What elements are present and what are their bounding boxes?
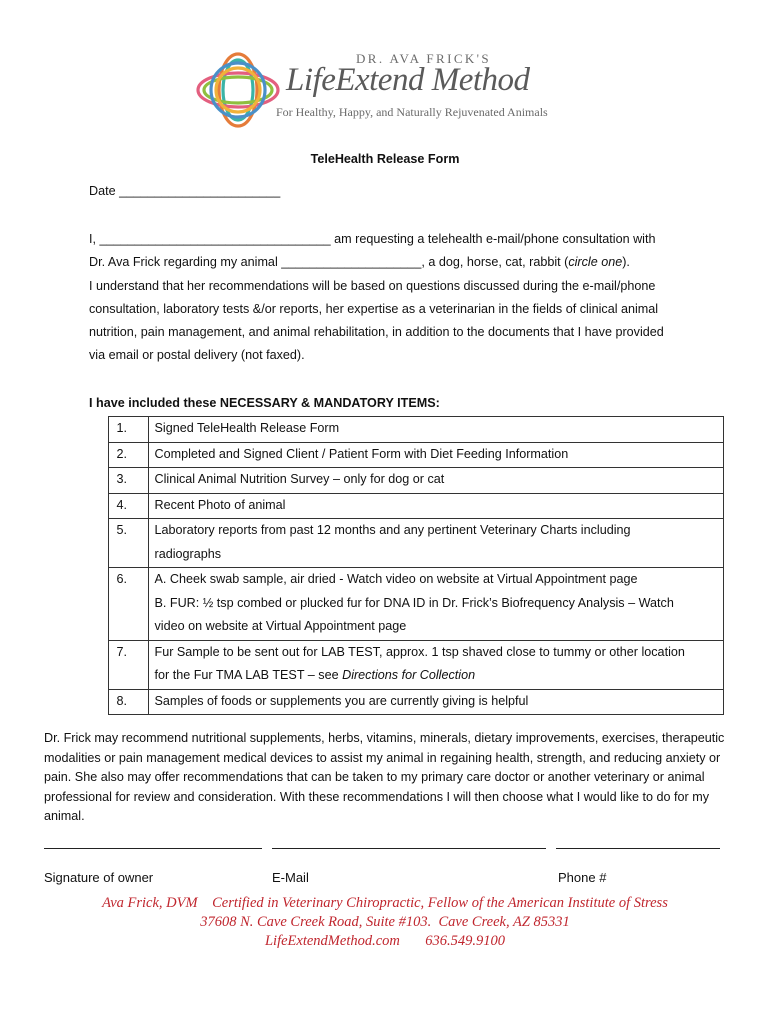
animal-field-end: ). xyxy=(622,255,630,269)
email-label: E-Mail xyxy=(272,870,309,885)
footer-address: 37608 N. Cave Creek Road, Suite #103. Cave Creek, AZ 85331 xyxy=(200,914,570,930)
item-number: 6. xyxy=(108,568,148,641)
table-row xyxy=(68,493,724,519)
item-text: Recent Photo of animal xyxy=(148,493,724,519)
item-text: Completed and Signed Client / Patient Form with Diet Feeding Information xyxy=(148,442,724,468)
item-number: 1. xyxy=(108,417,148,443)
table-row xyxy=(68,689,724,715)
item-number: 2. xyxy=(108,442,148,468)
item-text xyxy=(148,640,724,689)
item-text: Samples of foods or supplements you are currently giving is helpful xyxy=(148,689,724,715)
item-number: 7. xyxy=(108,640,148,689)
table-row xyxy=(68,568,724,641)
phone-line[interactable] xyxy=(556,848,720,849)
table-row xyxy=(68,640,724,689)
directions-link[interactable]: Directions for Collection xyxy=(342,668,476,682)
phone-label: Phone # xyxy=(558,870,607,885)
item-text-line xyxy=(155,664,724,688)
footer-credentials: Ava Frick, DVM Certified in Veterinary Chiropractic, Fellow of the American Institute of Stress xyxy=(102,895,668,911)
item-number: 4. xyxy=(108,493,148,519)
item-number: 3. xyxy=(108,468,148,494)
checkbox-column[interactable] xyxy=(68,417,108,715)
table-row xyxy=(68,519,724,568)
animal-field[interactable] xyxy=(89,255,630,269)
circle-one-note: circle one xyxy=(568,255,623,269)
table-row xyxy=(68,442,724,468)
understand-line-2: consultation, laboratory tests &/or reports, her expertise as a veterinarian in the fields of clinical animal xyxy=(89,302,659,316)
item-number: 8. xyxy=(108,689,148,715)
table-row xyxy=(68,468,724,494)
items-heading: I have included these NECESSARY & MANDATORY ITEMS: xyxy=(89,396,440,410)
understand-line-1: I understand that her recommendations will be based on questions discussed during the e-mail/phone xyxy=(89,279,656,293)
animal-field-text: Dr. Ava Frick regarding my animal ____________________, a dog, horse, cat, rabbit ( xyxy=(89,255,569,269)
owner-name-field[interactable]: I, _________________________________ am requesting a telehealth e-mail/phone consultation with xyxy=(89,232,656,246)
understand-line-4: via email or postal delivery (not faxed). xyxy=(89,348,305,362)
understand-line-3: nutrition, pain management, and animal rehabilitation, in addition to the documents that I have provided xyxy=(89,325,664,339)
mandatory-items-table xyxy=(68,416,724,715)
item-text-plain: for the Fur TMA LAB TEST – see xyxy=(154,668,343,682)
recommendation-paragraph: Dr. Frick may recommend nutritional supplements, herbs, vitamins, minerals, dietary improvements, exercises, therapeutic modalities or pain management medical devices to assist my animal in regaining health, strength, and reducing anxiety or pain. She also may offer recommendations that can be taken to my primary care doctor or another veterinary or animal professional for review and consideration. With these recommendations I will then choose what I would like to do for my animal. xyxy=(44,731,725,824)
doctor-name: DR. AVA FRICK'S xyxy=(356,51,492,66)
footer-contact: LifeExtendMethod.com 636.549.9100 xyxy=(264,933,505,949)
item-text-line: Fur Sample to be sent out for LAB TEST, approx. 1 tsp shaved close to tummy or other location xyxy=(154,644,685,659)
brand-name: LifeExtend Method xyxy=(286,62,530,98)
interlocking-rings-icon xyxy=(192,48,284,132)
item-text xyxy=(148,568,724,641)
item-text-line: B. FUR: ½ tsp combed or plucked fur for DNA ID in Dr. Frick’s Biofrequency Analysis – Watch xyxy=(154,595,674,610)
signature-line[interactable] xyxy=(44,848,262,849)
item-text: Clinical Animal Nutrition Survey – only for dog or cat xyxy=(148,468,724,494)
signature-label: Signature of owner xyxy=(44,870,154,885)
brand-tagline: For Healthy, Happy, and Naturally Rejuvenated Animals xyxy=(276,105,548,119)
item-text: Signed TeleHealth Release Form xyxy=(148,417,724,443)
item-text-line: Laboratory reports from past 12 months and any pertinent Veterinary Charts including xyxy=(154,523,631,537)
date-field[interactable]: Date _______________________ xyxy=(89,184,281,198)
item-text-line: radiographs xyxy=(154,546,222,561)
item-text xyxy=(148,519,724,568)
item-number: 5. xyxy=(108,519,148,568)
email-line[interactable] xyxy=(272,848,546,849)
item-text-line: video on website at Virtual Appointment page xyxy=(154,619,407,633)
item-text-line: A. Cheek swab sample, air dried - Watch video on website at Virtual Appointment page xyxy=(154,572,638,586)
form-title: TeleHealth Release Form xyxy=(310,152,460,166)
table-row xyxy=(68,417,724,443)
brand-logo xyxy=(192,46,592,138)
